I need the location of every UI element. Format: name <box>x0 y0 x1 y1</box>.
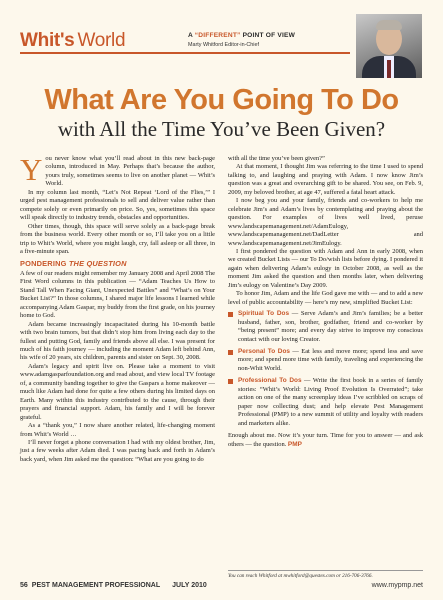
website-link[interactable]: www.mypmp.net <box>371 582 423 589</box>
editor-credit: Marty Whitford Editor-in-Chief <box>188 42 259 48</box>
paragraph: To honor Jim, Adam and the life God gave me with — and to add a new level of public accountability — here’s my new, simplified Bucket List: <box>228 290 423 306</box>
bucket-list-item-personal <box>228 348 423 373</box>
bucket-list-item-title: Professional To Dos <box>238 377 302 385</box>
article-column-left <box>20 152 215 464</box>
bucket-list <box>228 310 423 428</box>
paragraph: with all the time you’ve been given?” <box>228 155 325 162</box>
bucket-list-item-title: Personal To Dos <box>238 347 290 355</box>
bullet-square-icon <box>228 312 233 317</box>
bucket-list-item-text: — Serve Adam’s and Jim’s families; be a better husband, father, son, brother, godfather, friend and co-worker by “being present” more; and every day strive to improve my conscious contact with our loving Creator. <box>238 310 423 343</box>
header-divider <box>20 52 350 54</box>
closing-text: Enough about me. Now it’s your turn. Time for you to answer — and ask others — the question. <box>228 432 423 448</box>
magazine-name: PEST MANAGEMENT PROFESSIONAL <box>31 582 161 589</box>
column-title <box>20 30 125 52</box>
paragraph-intro-text: ou never know what you’ll read about in this new back-page column, introduced in May. Perhaps that’s because the author, yours truly, sometimes seems to live on another planet — Whit’s World. <box>45 155 215 188</box>
tagline <box>188 32 295 39</box>
tagline-pre: A <box>188 32 195 39</box>
bucket-list-item-text: — Eat less and move more; spend less and save more; and spend more time with family, traveling and experiencing the non-Whit World. <box>238 347 423 372</box>
page-footer <box>20 582 423 594</box>
paragraph: As a “thank you,” I now share another related, life-changing moment from Whit’s World … <box>20 422 215 438</box>
paragraph: I now beg you and your family, friends and co-workers to help me celebrate Jim’s and Adam’s lives by contemplating and praying about the question. For examples of lives well lived, peruse www.landscapemanagement.net/AdamEulogy, www.landscapemanagement.net/DadLetter and www.landscapemanagement.net/JimEulogy. <box>228 197 423 247</box>
paragraph: In my column last month, “Let’s Not Repeat ‘Lord of the Flies,’” I urged pest management professionals to sell and deliver value rather than compete solely or even primarily on price. So, yes, sometimes this space will speak directly to industry trends, obstacles and opportunities. <box>20 188 215 222</box>
paragraph-closing <box>228 432 423 449</box>
drop-cap: Y <box>20 152 43 187</box>
bucket-list-item-professional <box>228 377 423 428</box>
tagline-post: POINT OF VIEW <box>240 32 295 39</box>
photo-tie <box>387 60 391 78</box>
column-title-whits: Whit's <box>20 30 75 51</box>
paragraph: Adam became increasingly incapacitated during his 10-month battle with two brain tumors, but that didn’t stop him from living each day to the fullest and putting God, family and friends above all else. I was present for much of his faith journey — including the moment Adam left behind Ann, his wife of 20 years, six children, parents and sister on Sept. 30, 2008. <box>20 320 215 362</box>
paragraph-intro <box>20 152 215 189</box>
author-photo <box>356 14 422 78</box>
paragraph: At that moment, I thought Jim was referring to the time I used to spend talking to, and laughing and praying with Adam. I now know Jim’s question was a great and overarching gift to be shared. You see, on Feb. 9, 2009, my beloved brother, at age 47, suffered a fatal heart attack. <box>228 163 423 196</box>
section-heading <box>20 260 215 268</box>
tagline-different: “DIFFERENT” <box>194 32 241 39</box>
section-heading-pre: PONDERING <box>20 259 69 269</box>
author-contact: You can reach Whitford at mwhitford@questex.com or 216-706-3766. <box>228 570 423 579</box>
headline-line-2: with All the Time You’ve Been Given? <box>57 117 386 141</box>
page-number: 56 <box>20 582 28 589</box>
pmp-end-mark: PMP <box>287 440 302 448</box>
paragraph: I first pondered the question with Adam and Ann in early 2008, when we created Bucket Lists — our To Do/wish lists before dying. I pondered it again when delivering Adam’s eulogy in October 2008, as well as the moment Jim asked the question and then months later, when delivering Jim’s eulogy on Valentine’s Day 2009. <box>228 247 423 289</box>
bucket-list-item-spiritual <box>228 310 423 344</box>
paragraph: I’ll never forget a phone conversation I had with my oldest brother, Jim, just a few weeks after Adam died. I was pacing back and forth in Adam’s back yard, when Jim asked me the question: “What are you going to do <box>20 438 215 463</box>
paragraph: Other times, though, this space will serve solely as a back-page break from the business world. Every other month or so, I’ll take you on a little trip to Whit’s World, where you might laugh, cry, fall asleep or all three, in a five-minute span. <box>20 222 215 255</box>
issue-date: JULY 2010 <box>172 582 207 589</box>
bullet-square-icon <box>228 350 233 355</box>
column-title-world: World <box>77 30 126 51</box>
headline-line-1: What Are You Going To Do <box>44 84 399 116</box>
paragraph: Adam’s legacy and spirit live on. Please take a moment to visit www.adamgasparfoundation.org and read about, and view local TV footage of, a community banding together to give the Gaspars a home makeover — much like Adam had done for quite a few others during his limited days on Earth. Many within this industry contributed to the cause, through their prayers and financial support. Adam, his family and I will be forever grateful. <box>20 362 215 421</box>
bucket-list-item-text: — Write the first book in a series of family stories: “Whit’s World: Living Proof Evolution Is Overrated”; take action on one of the many screenplay ideas I’ve scribbled on scraps of paper now collecting dust; and help elevate Pest Management Professional (PMP) to a new summit of utility and loyalty with readers and marketers alike. <box>238 377 424 427</box>
paragraph: A few of our readers might remember my January 2008 and April 2008 The First Word columns in this publication — “Adam Teaches Us How to Stand Tall When Facing Giant, Unexpected Battles” and “What’s on Your Bucket List?” In those columns, I shared major life lessons I learned while accompanying Adam Gaspar, my buddy from the first grade, on his journey home to God. <box>20 269 215 320</box>
bucket-list-item-title: Spiritual To Dos <box>238 310 290 318</box>
article-column-right <box>228 155 423 449</box>
bullet-square-icon <box>228 379 233 384</box>
section-heading-question: THE QUESTION <box>68 259 127 269</box>
photo-hair <box>376 20 402 30</box>
